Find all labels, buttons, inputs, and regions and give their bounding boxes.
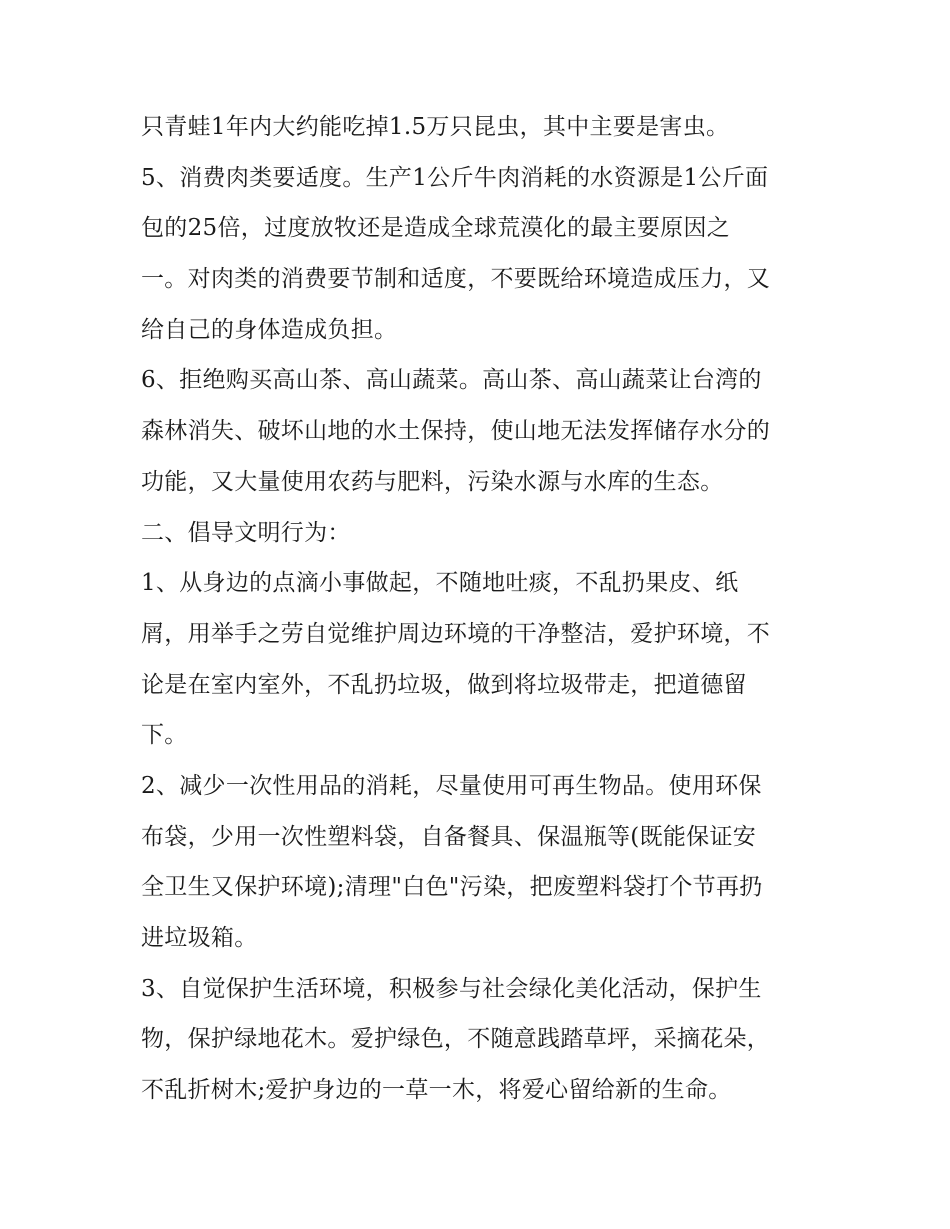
text-line: 5、消费肉类要适度。生产1公斤牛肉消耗的水资源是1公斤面 <box>141 164 769 191</box>
text-line: 2、减少一次性用品的消耗，尽量使用可再生物品。使用环保 <box>141 772 762 799</box>
text-line: 下。 <box>141 722 188 749</box>
text-line: 全卫生又保护环境);清理"白色"污染，把废塑料袋打个节再扔 <box>141 874 763 901</box>
text-line: 6、拒绝购买高山茶、高山蔬菜。高山茶、高山蔬菜让台湾的 <box>141 367 762 394</box>
text-line: 3、自觉保护生活环境，积极参与社会绿化美化活动，保护生 <box>141 975 762 1002</box>
text-line: 屑，用举手之劳自觉维护周边环境的干净整洁，爱护环境，不 <box>141 620 771 647</box>
text-line: 不乱折树木;爱护身边的一草一木，将爱心留给新的生命。 <box>141 1077 732 1104</box>
text-line: 功能，又大量使用农药与肥料，污染水源与水库的生态。 <box>141 468 724 495</box>
document-body <box>141 102 821 1116</box>
text-line: 一。对肉类的消费要节制和适度，不要既给环境造成压力，又 <box>141 266 771 293</box>
text-line: 进垃圾箱。 <box>141 925 258 951</box>
text-line: 物，保护绿地花木。爱护绿色，不随意践踏草坪，采摘花朵， <box>141 1026 771 1053</box>
text-line: 布袋，少用一次性塑料袋，自备餐具、保温瓶等(既能保证安 <box>141 823 757 850</box>
text-line: 1、从身边的点滴小事做起，不随地吐痰，不乱扔果皮、纸 <box>141 570 739 597</box>
text-line: 给自己的身体造成负担。 <box>141 316 398 343</box>
text-line: 只青蛙1年内大约能吃掉1.5万只昆虫，其中主要是害虫。 <box>141 114 730 140</box>
text-line: 森林消失、破坏山地的水土保持，使山地无法发挥储存水分的 <box>141 418 771 445</box>
section-heading: 二、倡导文明行为： <box>141 519 351 546</box>
text-line: 包的25倍，过度放牧还是造成全球荒漠化的最主要原因之 <box>141 215 731 242</box>
text-line: 论是在室内室外，不乱扔垃圾，做到将垃圾带走，把道德留 <box>141 671 747 698</box>
